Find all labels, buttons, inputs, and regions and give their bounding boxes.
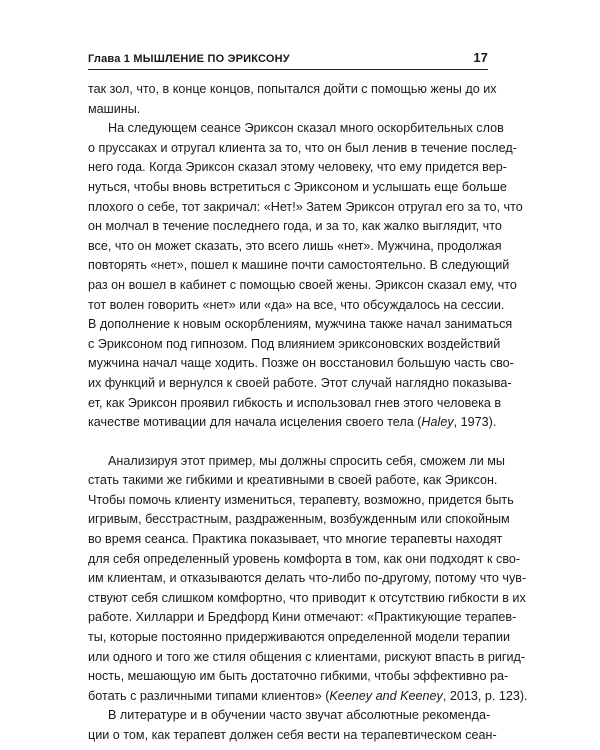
text-line: их функций и вернулся к своей работе. Этот случай наглядно показыва-: [88, 375, 512, 390]
text-line: для себя определенный уровень комфорта в том, как они подходят к сво-: [88, 551, 521, 566]
text-line: работе. Хилларри и Бредфорд Кини отмечают: «Практикующие терапев-: [88, 610, 517, 625]
text-line: машины.: [88, 101, 141, 116]
text-line: ствуют себя слишком комфортно, что приводит к отсутствию гибкости в их: [88, 590, 526, 605]
text-segment: ботать с различными типами клиентов» (: [88, 688, 330, 703]
text-line: с Эриксоном под гипнозом. Под влиянием эриксоновских воздействий: [88, 336, 501, 351]
text-line: повторять «нет», пошел к машине почти самостоятельно. В следующий: [88, 258, 510, 273]
text-line: В литературе и в обучении часто звучат абсолютные рекоменда-: [108, 708, 491, 723]
paragraph-1: [88, 80, 497, 119]
text-line: тот волен говорить «нет» или «да» на все, что обсуждалось на сессии.: [88, 297, 505, 312]
chapter-label: Глава 1: [88, 53, 131, 65]
text-line: игривым, бесстрастным, раздраженным, возбужденным или спокойным: [88, 512, 510, 527]
text-line: им клиентам, и отказываются делать что-либо по-другому, потому что чув-: [88, 571, 527, 586]
citation-author: Keeney and Keeney: [329, 688, 443, 703]
text-line: Чтобы помочь клиенту измениться, терапевту, возможно, придется быть: [88, 492, 514, 507]
text-line: В дополнение к новым оскорблениям, мужчина также начал заниматься: [88, 317, 513, 332]
running-head: [88, 50, 488, 70]
text-line: во время сеанса. Практика показывает, что многие терапевты находят: [88, 532, 503, 547]
page-number: 17: [473, 50, 488, 65]
text-line: ты, которые постоянно придерживаются определенной модели терапии: [88, 630, 511, 645]
text-line: ции о том, как терапевт должен себя вести на терапевтическом сеан-: [88, 728, 497, 742]
text-line: он молчал в течение последнего года, и за то, как жалко выглядит, что: [88, 219, 502, 234]
text-line: так зол, что, в конце концов, попытался дойти с помощью жены до их: [88, 82, 497, 96]
text-line-with-citation: [88, 413, 497, 433]
citation-year: , 1973).: [453, 415, 497, 430]
text-segment: качестве мотивации для начала исцеления своего тела (: [88, 415, 422, 430]
paragraph-3: [88, 452, 528, 707]
book-page: [88, 50, 528, 746]
text-line: плохого о себе, тот закричал: «Нет!» Затем Эриксон отругал его за то, что: [88, 199, 523, 214]
text-line: мужчина начал чаще ходить. Позже он восстановил большую часть сво-: [88, 356, 514, 371]
chapter-title: МЫШЛЕНИЕ ПО ЭРИКСОНУ: [133, 53, 290, 65]
body-text: [88, 80, 528, 746]
text-line: ет, как Эриксон проявил гибкость и использовал гнев этого человека в: [88, 395, 502, 410]
text-line: все, что он может сказать, это всего лишь «нет». Мужчина, продолжая: [88, 238, 502, 253]
citation-year: , 2013, p. 123).: [442, 688, 528, 703]
text-line: раз он вошел в кабинет с помощью своей жены. Эриксон сказал ему, что: [88, 277, 517, 292]
citation-author: Haley: [421, 415, 454, 430]
paragraph-2: [88, 119, 523, 433]
text-line: стать такими же гибкими и креативными в своей работе, как Эриксон.: [88, 473, 498, 488]
text-line-with-citation: [88, 687, 528, 707]
text-line: о пруссаках и отругал клиента за то, что он был ленив в течение послед-: [88, 140, 517, 155]
text-line: или одного и того же стиля общения с клиентами, рискуют впасть в ригид-: [88, 649, 526, 664]
text-line: ность, мешающую им быть достаточно гибкими, чтобы эффективно ра-: [88, 669, 509, 684]
chapter-heading: [88, 53, 290, 65]
text-line: него года. Когда Эриксон сказал этому человеку, что ему придется вер-: [88, 160, 507, 175]
text-line: нуться, чтобы вновь встретиться с Эриксоном и услышать еще больше: [88, 179, 507, 194]
paragraph-4: [88, 706, 497, 745]
text-line: На следующем сеансе Эриксон сказал много оскорбительных слов: [108, 121, 504, 136]
text-line: Анализируя этот пример, мы должны спросить себя, сможем ли мы: [108, 453, 505, 468]
